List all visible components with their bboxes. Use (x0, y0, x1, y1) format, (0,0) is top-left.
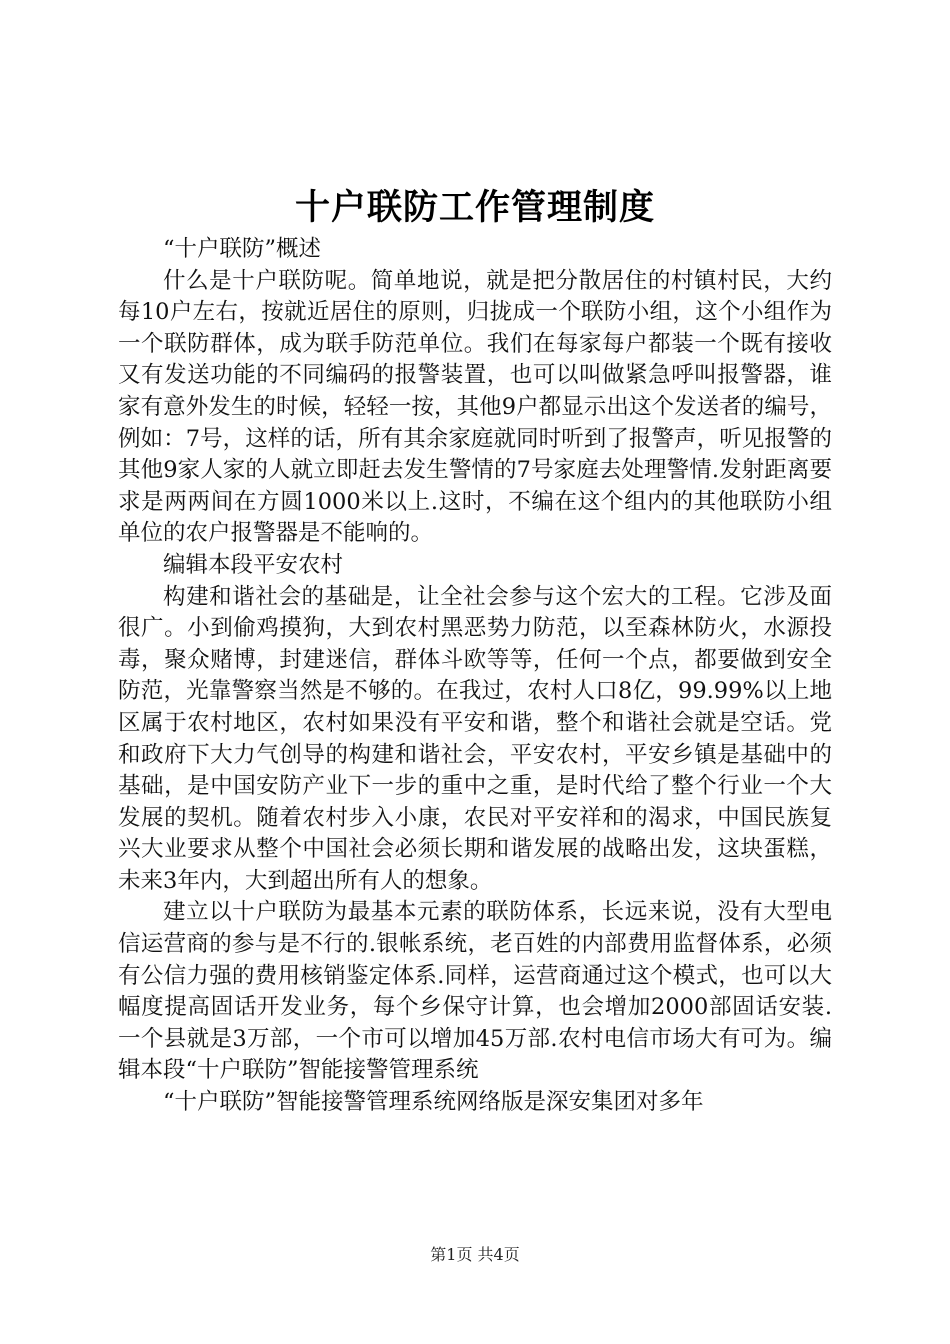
page-title: 十户联防工作管理制度 (294, 187, 655, 228)
paragraph-harmonious-society: 构建和谐社会的基础是，让全社会参与这个宏大的工程。它涉及面很广。小到偷鸡摸狗，大到农村黑恶势力防范，以至森林防火，水源投毒，聚众赌博，封建迷信，群体斗欧等等，任何一个点，都要做到安全防范，光靠警察当然是不够的。在我过，农村人口8亿，99.99%以上地区属于农村地区，农村如果没有平安和谐，整个和谐社会就是空话。党和政府下大力气创导的构建和谐社会，平安农村，平安乡镇是基础中的基础，是中国安防产业下一步的重中之重，是时代给了整个行业一个大发展的契机。随着农村步入小康，农民对平安祥和的渴求，中国民族复兴大业要求从整个中国社会必须长期和谐发展的战略出发，这块蛋糕，未来3年内，大到超出所有人的想象。 (118, 583, 832, 894)
paragraph-system-intro: “十户联防”智能接警管理系统网络版是深安集团对多年 (163, 1089, 704, 1116)
page-number: 第1页 共4页 (430, 1245, 520, 1264)
document-body (118, 234, 832, 1119)
paragraph-what-is: 什么是十户联防呢。简单地说，就是把分散居住的村镇村民，大约每10户左右，按就近居住的原则，归拢成一个联防小组，这个小组作为一个联防群体，成为联手防范单位。我们在每家每户都装一个既有接收又有发送功能的不同编码的报警装置，也可以叫做紧急呼叫报警器，谁家有意外发生的时候，轻轻一按，其他9户都显示出这个发送者的编号，例如：7号，这样的话，所有其余家庭就同时听到了报警声，听见报警的其他9家人家的人就立即赶去发生警情的7号家庭去处理警情.发射距离要求是两两间在方圆1000米以上.这时，不编在这个组内的其他联防小组单位的农户报警器是不能响的。 (118, 267, 832, 547)
paragraph-telecom-operators: 建立以十户联防为最基本元素的联防体系，长远来说，没有大型电信运营商的参与是不行的.银帐系统，老百姓的内部费用监督体系，必须有公信力强的费用核销鉴定体系.同样，运营商通过这个模式，也可以大幅度提高固话开发业务，每个乡保守计算，也会增加2000部固话安装.一个县就是3万部，一个市可以增加45万部.农村电信市场大有可为。编辑本段“十户联防”智能接警管理系统 (118, 899, 832, 1084)
paragraph-safe-village-heading: 编辑本段平安农村 (163, 551, 344, 578)
paragraph-overview-heading: “十户联防”概述 (163, 236, 322, 262)
